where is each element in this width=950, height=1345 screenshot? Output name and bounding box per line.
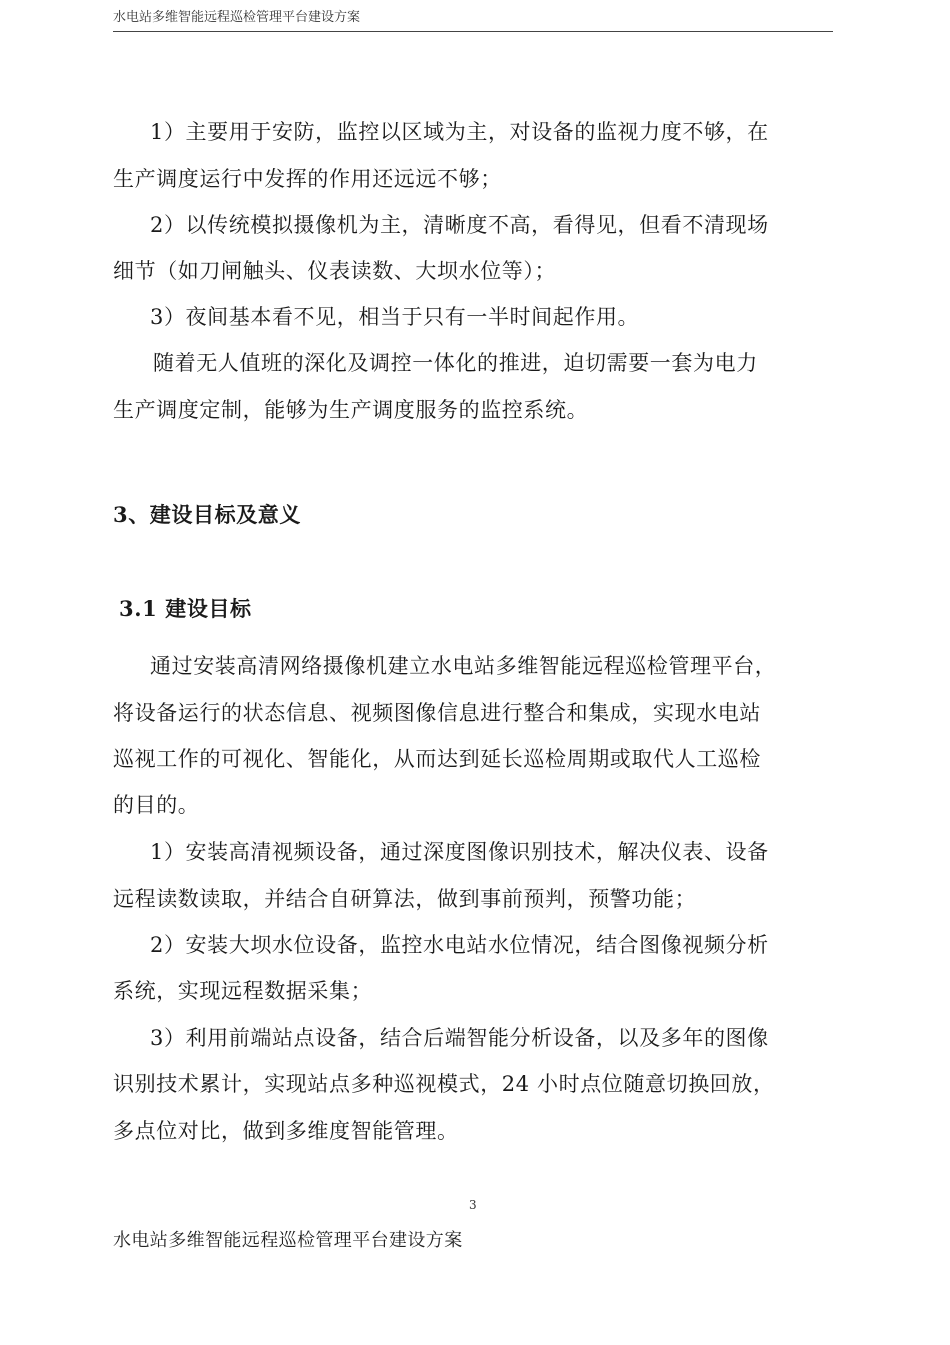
goal-item-3-line-1: 3）利用前端站点设备，结合后端智能分析设备，以及多年的图像 [150,1026,769,1050]
intro-item-2-line-1: 2）以传统模拟摄像机为主，清晰度不高，看得见，但看不清现场 [150,213,769,237]
goal-item-3-line-2: 识别技术累计，实现站点多种巡视模式，24 小时点位随意切换回放， [113,1072,775,1096]
intro-item-3-line-1: 3）夜间基本看不见，相当于只有一半时间起作用。 [150,305,640,329]
intro-item-1-line-2: 生产调度运行中发挥的作用还远远不够； [113,167,502,191]
goal-item-1-line-2: 远程读数读取，并结合自研算法，做到事前预判，预警功能； [113,887,697,911]
goal-item-1-line-1: 1）安装高清视频设备，通过深度图像识别技术，解决仪表、设备 [150,840,769,864]
running-header: 水电站多维智能远程巡检管理平台建设方案 [113,6,833,32]
goal-item-2-line-1: 2）安装大坝水位设备，监控水电站水位情况，结合图像视频分析 [150,933,769,957]
summary-line-2: 生产调度定制，能够为生产调度服务的监控系统。 [113,398,589,422]
goal-item-2-line-2: 系统，实现远程数据采集； [113,979,373,1003]
goal-paragraph-line-1: 通过安装高清网络摄像机建立水电站多维智能远程巡检管理平台， [150,654,777,678]
section-3-1-heading: 3.1 建设目标 [119,596,252,621]
goal-paragraph-line-4: 的目的。 [113,793,200,817]
next-page-header: 水电站多维智能远程巡检管理平台建设方案 [113,1230,463,1251]
summary-line-1: 随着无人值班的深化及调控一体化的推进，迫切需要一套为电力 [153,351,758,375]
section-3-heading: 3、建设目标及意义 [113,502,302,527]
goal-paragraph-line-3: 巡视工作的可视化、智能化，从而达到延长巡检周期或取代人工巡检 [113,747,761,771]
page-number: 3 [469,1198,477,1212]
intro-item-2-line-2: 细节（如刀闸触头、仪表读数、大坝水位等）； [113,259,557,283]
intro-item-1-line-1: 1）主要用于安防，监控以区域为主，对设备的监视力度不够，在 [150,120,769,144]
goal-item-3-line-3: 多点位对比，做到多维度智能管理。 [113,1119,459,1143]
goal-paragraph-line-2: 将设备运行的状态信息、视频图像信息进行整合和集成，实现水电站 [113,701,761,725]
